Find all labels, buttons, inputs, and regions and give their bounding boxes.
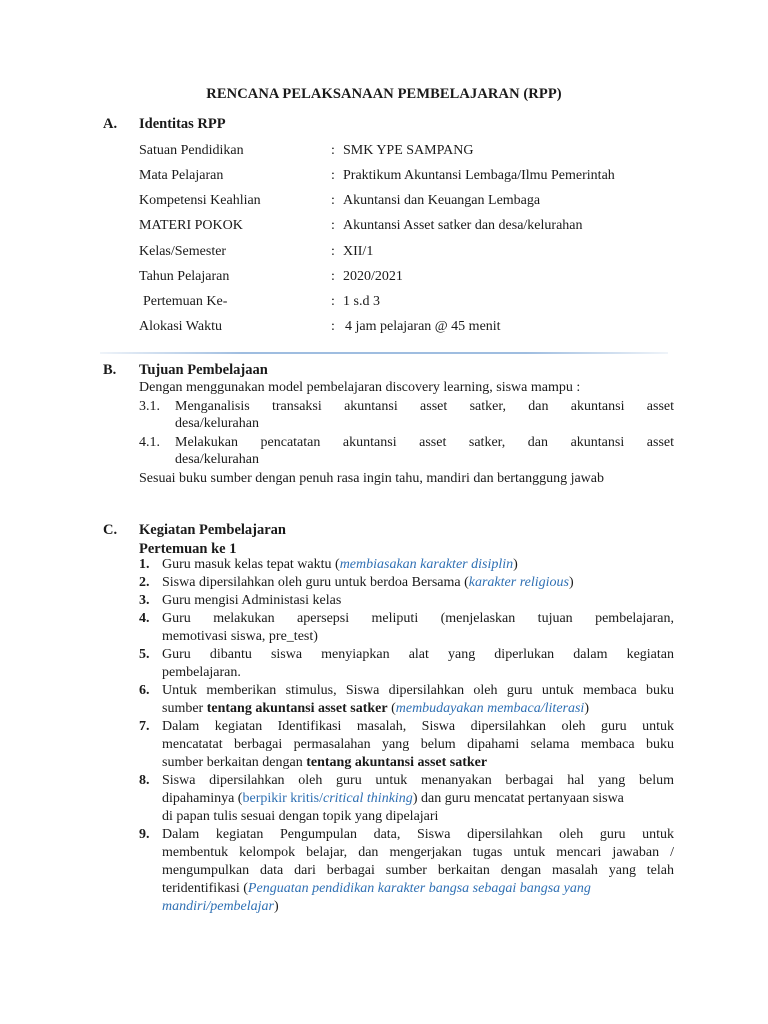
identity-colon: : — [331, 244, 335, 259]
activity-item-cont: sumber tentang akuntansi asset satker (membudayakan membaca/literasi) — [162, 701, 589, 716]
activity-item: Siswa dipersilahkan oleh guru untuk menanyakan berbagai hal yang belum — [162, 773, 674, 788]
document-title: RENCANA PELAKSANAAN PEMBELAJARAN (RPP) — [206, 86, 562, 102]
identity-value: Akuntansi dan Keuangan Lembaga — [343, 193, 541, 208]
activity-number: 8. — [139, 773, 150, 788]
objectives-intro: Dengan menggunakan model pembelajaran discovery learning, siswa mampu : — [139, 380, 581, 395]
identity-label: Mata Pelajaran — [139, 168, 224, 183]
objective-text-cont: desa/kelurahan — [175, 416, 259, 431]
activity-item-cont: mandiri/pembelajar) — [162, 899, 279, 914]
activity-number: 1. — [139, 557, 150, 572]
identity-label: Kompetensi Keahlian — [139, 193, 261, 208]
activity-item-cont: memotivasi siswa, pre_test) — [162, 629, 318, 644]
objective-text: Menganalisis transaksi akuntansi asset satker, dan akuntansi asset — [175, 399, 674, 414]
activity-item-cont: membentuk kelompok belajar, dan mengerjakan tugas untuk mencari jawaban / — [162, 845, 674, 860]
activity-item-cont: sumber berkaitan dengan tentang akuntansi asset satker — [162, 755, 488, 770]
activity-number: 5. — [139, 647, 150, 662]
activity-number: 9. — [139, 827, 150, 842]
activity-item: Untuk memberikan stimulus, Siswa dipersilahkan oleh guru untuk membaca buku — [162, 683, 674, 698]
identity-value: SMK YPE SAMPANG — [343, 143, 474, 158]
activity-number: 2. — [139, 575, 150, 590]
identity-label: Tahun Pelajaran — [139, 269, 230, 284]
identity-label: MATERI POKOK — [139, 218, 243, 233]
identity-colon: : — [331, 168, 335, 183]
identity-colon: : — [331, 193, 335, 208]
objective-text: Melakukan pencatatan akuntansi asset satker, dan akuntansi asset — [175, 435, 674, 450]
activity-item-cont: pembelajaran. — [162, 665, 241, 680]
objective-number: 4.1. — [139, 435, 160, 450]
section-a-title: Identitas RPP — [139, 116, 226, 132]
identity-value: 2020/2021 — [343, 269, 403, 284]
section-b-title: Tujuan Pembelajaan — [139, 362, 268, 378]
activity-number: 3. — [139, 593, 150, 608]
identity-colon: : — [331, 269, 335, 284]
section-c-title: Kegiatan Pembelajaran — [139, 522, 286, 538]
activity-item: Guru dibantu siswa menyiapkan alat yang diperlukan dalam kegiatan — [162, 647, 674, 662]
identity-colon: : — [331, 319, 335, 334]
activity-number: 7. — [139, 719, 150, 734]
activity-item: Guru mengisi Administasi kelas — [162, 593, 342, 608]
activity-item-cont: di papan tulis sesuai dengan topik yang dipelajari — [162, 809, 439, 824]
meeting-heading: Pertemuan ke 1 — [139, 541, 237, 557]
identity-value: Akuntansi Asset satker dan desa/kelurahan — [343, 218, 583, 233]
identity-label: Kelas/Semester — [139, 244, 227, 259]
identity-label: Satuan Pendidikan — [139, 143, 244, 158]
character-note: critical thinking — [322, 791, 413, 806]
character-note: berpikir kritis/ — [242, 791, 323, 806]
identity-colon: : — [331, 218, 335, 233]
activity-item-cont: mengumpulkan data dari berbagai sumber berkaitan dengan masalah yang telah — [162, 863, 674, 878]
identity-colon: : — [331, 143, 335, 158]
activity-item: Guru melakukan apersepsi meliputi (menjelaskan tujuan pembelajaran, — [162, 611, 674, 626]
section-a-letter: A. — [103, 116, 118, 132]
objectives-closing: Sesuai buku sumber dengan penuh rasa ingin tahu, mandiri dan bertanggung jawab — [139, 471, 604, 486]
section-divider — [100, 352, 668, 354]
objective-text-cont: desa/kelurahan — [175, 452, 259, 467]
identity-value: 4 jam pelajaran @ 45 menit — [345, 319, 501, 334]
character-note: karakter religious — [468, 575, 569, 590]
objective-number: 3.1. — [139, 399, 160, 414]
identity-value: Praktikum Akuntansi Lembaga/Ilmu Pemerintah — [343, 168, 615, 183]
identity-value: XII/1 — [343, 244, 374, 259]
character-note: membiasakan karakter disiplin — [339, 557, 514, 572]
activity-item-cont: mencatatat berbagai permasalahan yang belum dipahami selama membaca buku — [162, 737, 674, 752]
identity-label: Alokasi Waktu — [139, 319, 222, 334]
section-c-letter: C. — [103, 522, 118, 538]
character-note: mandiri/pembelajar — [162, 899, 274, 914]
activity-number: 4. — [139, 611, 150, 626]
character-note: membudayakan membaca/literasi — [395, 701, 585, 716]
activity-item: Siswa dipersilahkan oleh guru untuk berdoa Bersama (karakter religious) — [162, 575, 574, 590]
activity-number: 6. — [139, 683, 150, 698]
identity-value: 1 s.d 3 — [343, 294, 380, 309]
identity-label: Pertemuan Ke- — [143, 294, 228, 309]
character-note: Penguatan pendidikan karakter bangsa sebagai bangsa yang — [247, 881, 591, 896]
activity-item: Dalam kegiatan Identifikasi masalah, Siswa dipersilahkan oleh guru untuk — [162, 719, 674, 734]
section-b-letter: B. — [103, 362, 117, 378]
activity-item: Dalam kegiatan Pengumpulan data, Siswa dipersilahkan oleh guru untuk — [162, 827, 674, 842]
activity-item-cont: teridentifikasi (Penguatan pendidikan karakter bangsa sebagai bangsa yang — [162, 881, 591, 896]
identity-colon: : — [331, 294, 335, 309]
activity-item: Guru masuk kelas tepat waktu (membiasakan karakter disiplin) — [162, 557, 518, 572]
activity-item-cont: dipahaminya (berpikir kritis/critical thinking) dan guru mencatat pertanyaan siswa — [162, 791, 624, 806]
